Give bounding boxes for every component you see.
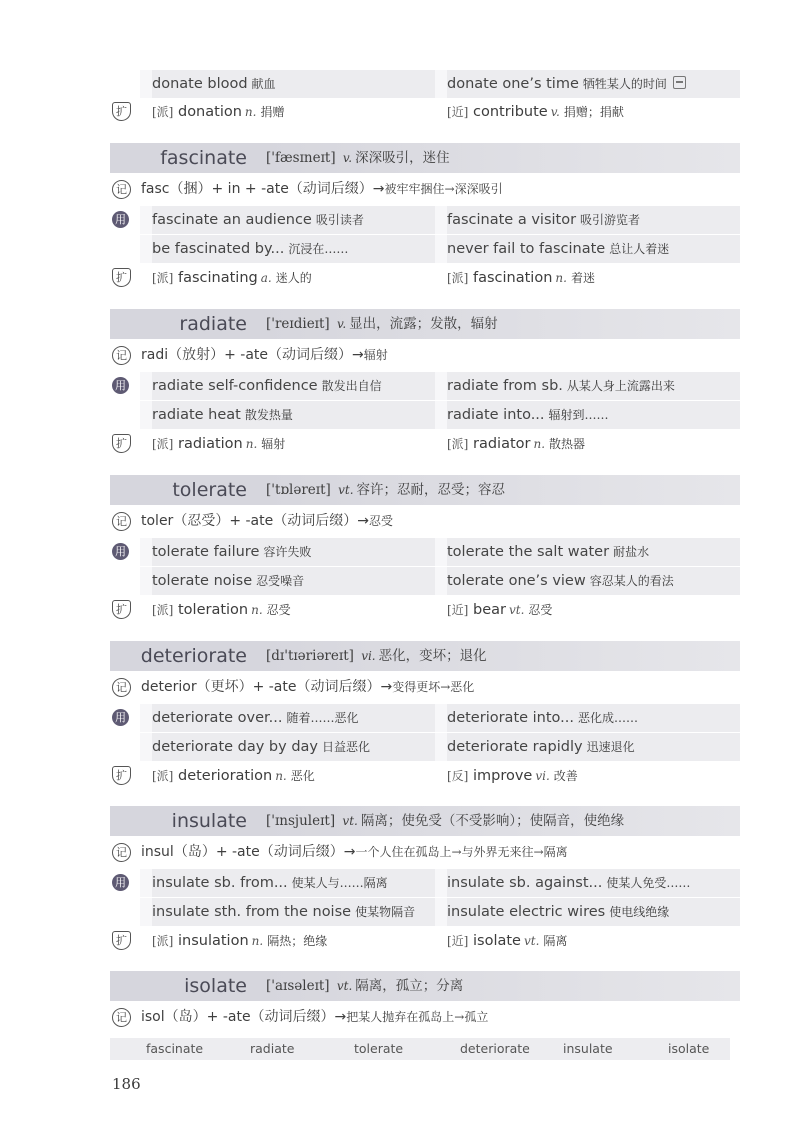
- definition-text: 容许；忍耐，忍受；容忍: [356, 482, 506, 498]
- definition-text: 恶化，变坏；退化: [378, 648, 487, 664]
- use-phrase: insulate sb. against... 使某人免受……: [435, 869, 740, 897]
- extension-item: [派] radiator n. 散热器: [447, 436, 586, 452]
- memory-meaning: 被牢牢捆住→深深吸引: [384, 182, 503, 196]
- usage-badge-icon: 用: [112, 211, 129, 228]
- phonetic: ['tɒləreɪt]: [266, 482, 331, 498]
- memory-badge-icon: 记: [112, 1008, 131, 1027]
- summary-word: radiate: [250, 1041, 295, 1056]
- usage-badge-icon: 用: [112, 543, 129, 560]
- summary-word-strip: [110, 1038, 730, 1060]
- headword-band: [110, 143, 740, 173]
- memory-root: toler（忍受）+ -ate（动词后缀）→: [141, 513, 369, 529]
- use-phrase: never fail to fascinate 总让人着迷: [435, 235, 740, 263]
- extension-row: [110, 98, 740, 126]
- use-phrase: deteriorate over... 随着……恶化: [140, 704, 438, 732]
- extension-item: [派] fascination n. 着迷: [447, 270, 595, 286]
- headword-band: [110, 641, 740, 671]
- definition-text: 隔离；使免受（不受影响）；使隔音，使绝缘: [360, 813, 625, 829]
- part-of-speech: vt.: [342, 814, 358, 828]
- use-row: [110, 401, 740, 429]
- use-phrase: radiate self-confidence 散发出自信: [140, 372, 438, 400]
- part-of-speech: vi.: [361, 649, 376, 663]
- summary-word: tolerate: [354, 1041, 404, 1056]
- use-phrase: radiate from sb. 从某人身上流露出来: [435, 372, 740, 400]
- extension-badge-icon: 扩: [112, 766, 131, 785]
- use-phrase: insulate sb. from... 使某人与……隔离: [140, 869, 438, 897]
- headword: deteriorate: [140, 645, 247, 667]
- extension-item: [近] bear vt. 忍受: [447, 602, 553, 618]
- memory-meaning: 辐射: [363, 348, 388, 362]
- memory-root: insul（岛）+ -ate（动词后缀）→: [141, 844, 356, 860]
- use-phrase: be fascinated by... 沉浸在……: [140, 235, 438, 263]
- use-phrase: deteriorate into... 恶化成……: [435, 704, 740, 732]
- use-phrase: radiate into... 辐射到……: [435, 401, 740, 429]
- use-phrase: tolerate the salt water 耐盐水: [435, 538, 740, 566]
- usage-badge-icon: 用: [112, 874, 129, 891]
- extension-badge-icon: 扩: [112, 434, 131, 453]
- use-phrase: deteriorate day by day 日益恶化: [140, 733, 438, 761]
- definition: [266, 309, 498, 339]
- memory-root: deterior（更坏）+ -ate（动词后缀）→: [141, 679, 393, 695]
- memory-line: [110, 839, 740, 865]
- part-of-speech: vt.: [338, 483, 354, 497]
- memory-badge-icon: 记: [112, 843, 131, 862]
- extension-item: [反] improve vi. 改善: [447, 768, 578, 784]
- definition: [266, 143, 450, 173]
- extension-item: [近] isolate vt. 隔离: [447, 933, 568, 949]
- memory-line: [110, 674, 740, 700]
- part-of-speech: v.: [342, 151, 353, 165]
- definition: [266, 971, 463, 1001]
- use-row: [110, 206, 740, 234]
- phonetic: ['reɪdieɪt]: [266, 316, 330, 332]
- headword: tolerate: [172, 479, 247, 501]
- definition: [266, 475, 505, 505]
- definition: [266, 806, 624, 836]
- use-row: [110, 704, 740, 732]
- extension-item: [派] radiation n. 辐射: [152, 436, 286, 452]
- memory-line: [110, 176, 740, 202]
- extension-row: [110, 762, 740, 790]
- definition-text: 显出，流露；发散，辐射: [349, 316, 498, 332]
- memory-line: [110, 1004, 740, 1030]
- use-phrase: tolerate one’s view 容忍某人的看法: [435, 567, 740, 595]
- phonetic: ['aɪsəleɪt]: [266, 978, 330, 994]
- use-phrase: fascinate a visitor 吸引游览者: [435, 206, 740, 234]
- extension-badge-icon: 扩: [112, 931, 131, 950]
- definition: [266, 641, 487, 671]
- headword-band: [110, 309, 740, 339]
- headword: isolate: [184, 975, 247, 997]
- memory-line: [110, 508, 740, 534]
- memory-line: [110, 342, 740, 368]
- usage-badge-icon: 用: [112, 709, 129, 726]
- extension-item: [派] fascinating a. 迷人的: [152, 270, 312, 286]
- headword-band: [110, 806, 740, 836]
- use-row: [110, 70, 740, 98]
- memory-root: isol（岛）+ -ate（动词后缀）→: [141, 1009, 347, 1025]
- extension-item: [近] contribute v. 捐赠；捐献: [447, 104, 624, 120]
- phonetic: ['ɪnsjuleɪt]: [266, 813, 336, 829]
- definition-text: 深深吸引，迷住: [355, 150, 450, 166]
- use-row: [110, 235, 740, 263]
- extension-item: [派] deterioration n. 恶化: [152, 768, 315, 784]
- use-row: [110, 538, 740, 566]
- headword: radiate: [179, 313, 247, 335]
- summary-word: isolate: [668, 1041, 710, 1056]
- page-number: 186: [112, 1075, 141, 1093]
- use-phrase: radiate heat 散发热量: [140, 401, 438, 429]
- extension-item: [派] donation n. 捐赠: [152, 104, 285, 120]
- headword: insulate: [171, 810, 247, 832]
- use-row: [110, 567, 740, 595]
- extension-badge-icon: 扩: [112, 268, 131, 287]
- extension-row: [110, 596, 740, 624]
- phonetic: [dɪ'tɪəriəreɪt]: [266, 648, 354, 664]
- memory-root: radi（放射）+ -ate（动词后缀）→: [141, 347, 364, 363]
- memory-badge-icon: 记: [112, 512, 131, 531]
- use-phrase: tolerate failure 容许失败: [140, 538, 438, 566]
- memory-badge-icon: 记: [112, 346, 131, 365]
- example-flag-icon: [673, 76, 686, 89]
- extension-item: [派] insulation n. 隔热；绝缘: [152, 933, 328, 949]
- use-row: [110, 733, 740, 761]
- usage-badge-icon: 用: [112, 377, 129, 394]
- use-phrase: donate one’s time 牺牲某人的时间: [435, 70, 740, 98]
- extension-row: [110, 264, 740, 292]
- extension-item: [派] toleration n. 忍受: [152, 602, 291, 618]
- memory-badge-icon: 记: [112, 678, 131, 697]
- part-of-speech: vt.: [336, 979, 353, 993]
- memory-badge-icon: 记: [112, 180, 131, 199]
- memory-meaning: 一个人住在孤岛上→与外界无来往→隔离: [355, 845, 568, 859]
- part-of-speech: v.: [337, 317, 347, 331]
- use-row: [110, 869, 740, 897]
- definition-text: 隔离，孤立；分离: [355, 978, 464, 994]
- headword-band: [110, 475, 740, 505]
- extension-row: [110, 430, 740, 458]
- headword-band: [110, 971, 740, 1001]
- summary-word: insulate: [563, 1041, 613, 1056]
- memory-meaning: 把某人抛弃在孤岛上→孤立: [346, 1010, 489, 1024]
- summary-word: deteriorate: [460, 1041, 530, 1056]
- use-row: [110, 372, 740, 400]
- memory-meaning: 忍受: [368, 514, 393, 528]
- use-phrase: fascinate an audience 吸引读者: [140, 206, 438, 234]
- phonetic: ['fæsɪneɪt]: [266, 150, 336, 166]
- use-phrase: deteriorate rapidly 迅速退化: [435, 733, 740, 761]
- use-phrase: tolerate noise 忍受噪音: [140, 567, 438, 595]
- use-phrase: donate blood 献血: [140, 70, 438, 98]
- summary-word: fascinate: [146, 1041, 204, 1056]
- memory-meaning: 变得更坏→恶化: [392, 680, 475, 694]
- headword: fascinate: [160, 147, 247, 169]
- extension-badge-icon: 扩: [112, 102, 131, 121]
- extension-row: [110, 927, 740, 955]
- use-phrase: insulate electric wires 使电线绝缘: [435, 898, 740, 926]
- use-row: [110, 898, 740, 926]
- use-phrase: insulate sth. from the noise 使某物隔音: [140, 898, 438, 926]
- extension-badge-icon: 扩: [112, 600, 131, 619]
- memory-root: fasc（捆）+ in + -ate（动词后缀）→: [141, 181, 385, 197]
